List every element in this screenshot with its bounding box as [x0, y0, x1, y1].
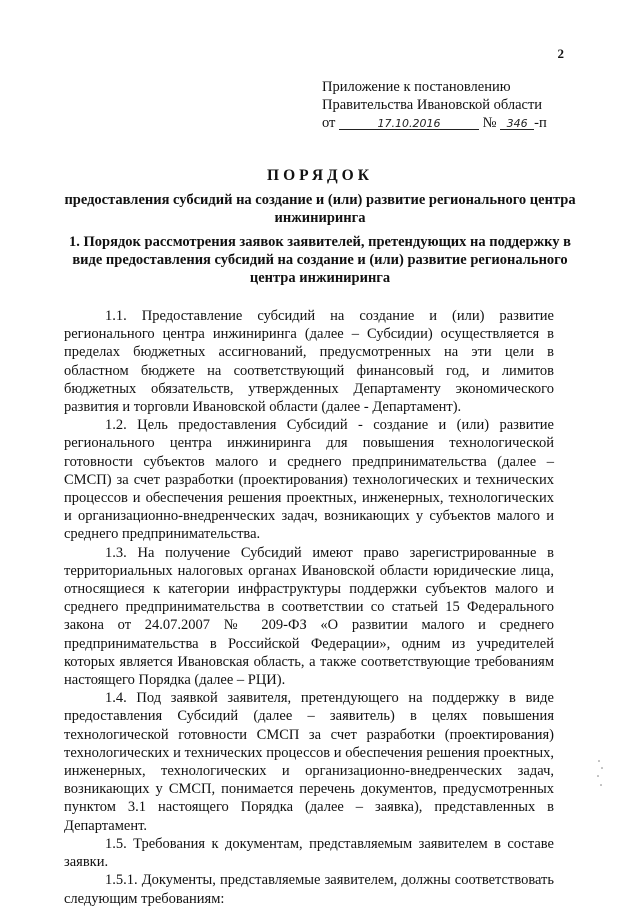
appendix-date-line [322, 114, 572, 132]
number-field [500, 114, 534, 130]
paragraph-1-3: 1.3. На получение Субсидий имеют право зарегистрированные в территориальных налоговых органах Ивановской области юридические лица, относящиеся к категории инфраструктуры поддержки субъектов малого и среднего предпринимательства в соответствии со статьей 15 Федерального закона от 24.07.2007 № 209-ФЗ «О развитии малого и среднего предпринимательства в Российской Федерации», одним из учредителей которых является Ивановская область, а также соответствующие требованиям настоящего Порядка (далее – РЦИ). [64, 544, 554, 689]
paragraph-1-2: 1.2. Цель предоставления Субсидий - создание и (или) развитие регионального центра инжиниринга для повышения технологической готовности субъектов малого и среднего предпринимательства (далее – СМСП) за счет разработки (проектирования) технологических и технических процессов и обеспечения решения проектных, инженерных, технологических и организационно-внедренческих задач, возникающих у субъектов малого и среднего предпринимательства. [64, 417, 554, 543]
number-value: 346 [506, 117, 528, 130]
scan-specks [596, 760, 604, 790]
date-value: 17.10.2016 [377, 117, 441, 130]
appendix-line-1: Приложение к постановлению [322, 79, 511, 95]
document-body [64, 307, 554, 908]
page-number: 2 [557, 46, 564, 61]
title-subtitle: предоставления субсидий на создание и (или) развитие регионального центра инжиниринга [64, 192, 576, 226]
number-prefix: № [482, 115, 497, 131]
document-title [60, 167, 580, 227]
paragraph-1-1: 1.1. Предоставление субсидий на создание и (или) развитие регионального центра инжиниринга (далее – Субсидии) осуществляется в пределах бюджетных ассигнований, предусмотренных на эти цели в областном бюджете на соответствующий финансовый год, и лимитов бюджетных обязательств, утвержденных Департаменту экономического развития и торговли Ивановской области (далее - Департамент). [64, 308, 554, 416]
title-word: ПОРЯДОК [267, 167, 373, 184]
paragraph-1-5: 1.5. Требования к документам, представляемым заявителем в составе заявки. [64, 835, 554, 871]
section-1-title: 1. Порядок рассмотрения заявок заявителей, претендующих на поддержку в виде предоставления субсидий на создание и (или) развитие регионального центра инжиниринга [69, 234, 571, 286]
date-prefix: от [322, 115, 336, 131]
paragraph-1-5-1: 1.5.1. Документы, представляемые заявителем, должны соответствовать следующим требованиям: [64, 872, 554, 907]
paragraph-1-4: 1.4. Под заявкой заявителя, претендующего на поддержку в виде предоставления Субсидий (далее – заявитель) в целях повышения технологической готовности СМСП за счет разработки (проектирования) технологических и технических процессов и обеспечения решения проектных, инженерных, технологических и организационно-внедренческих задач, возникающих у СМСП, понимается перечень документов, предусмотренных пунктом 3.1 настоящего Порядка (далее – заявка), представленных в Департамент. [64, 690, 554, 834]
number-suffix: -п [534, 115, 547, 131]
date-field [339, 114, 479, 130]
appendix-block [322, 78, 572, 132]
appendix-line-2: Правительства Ивановской области [322, 97, 543, 113]
